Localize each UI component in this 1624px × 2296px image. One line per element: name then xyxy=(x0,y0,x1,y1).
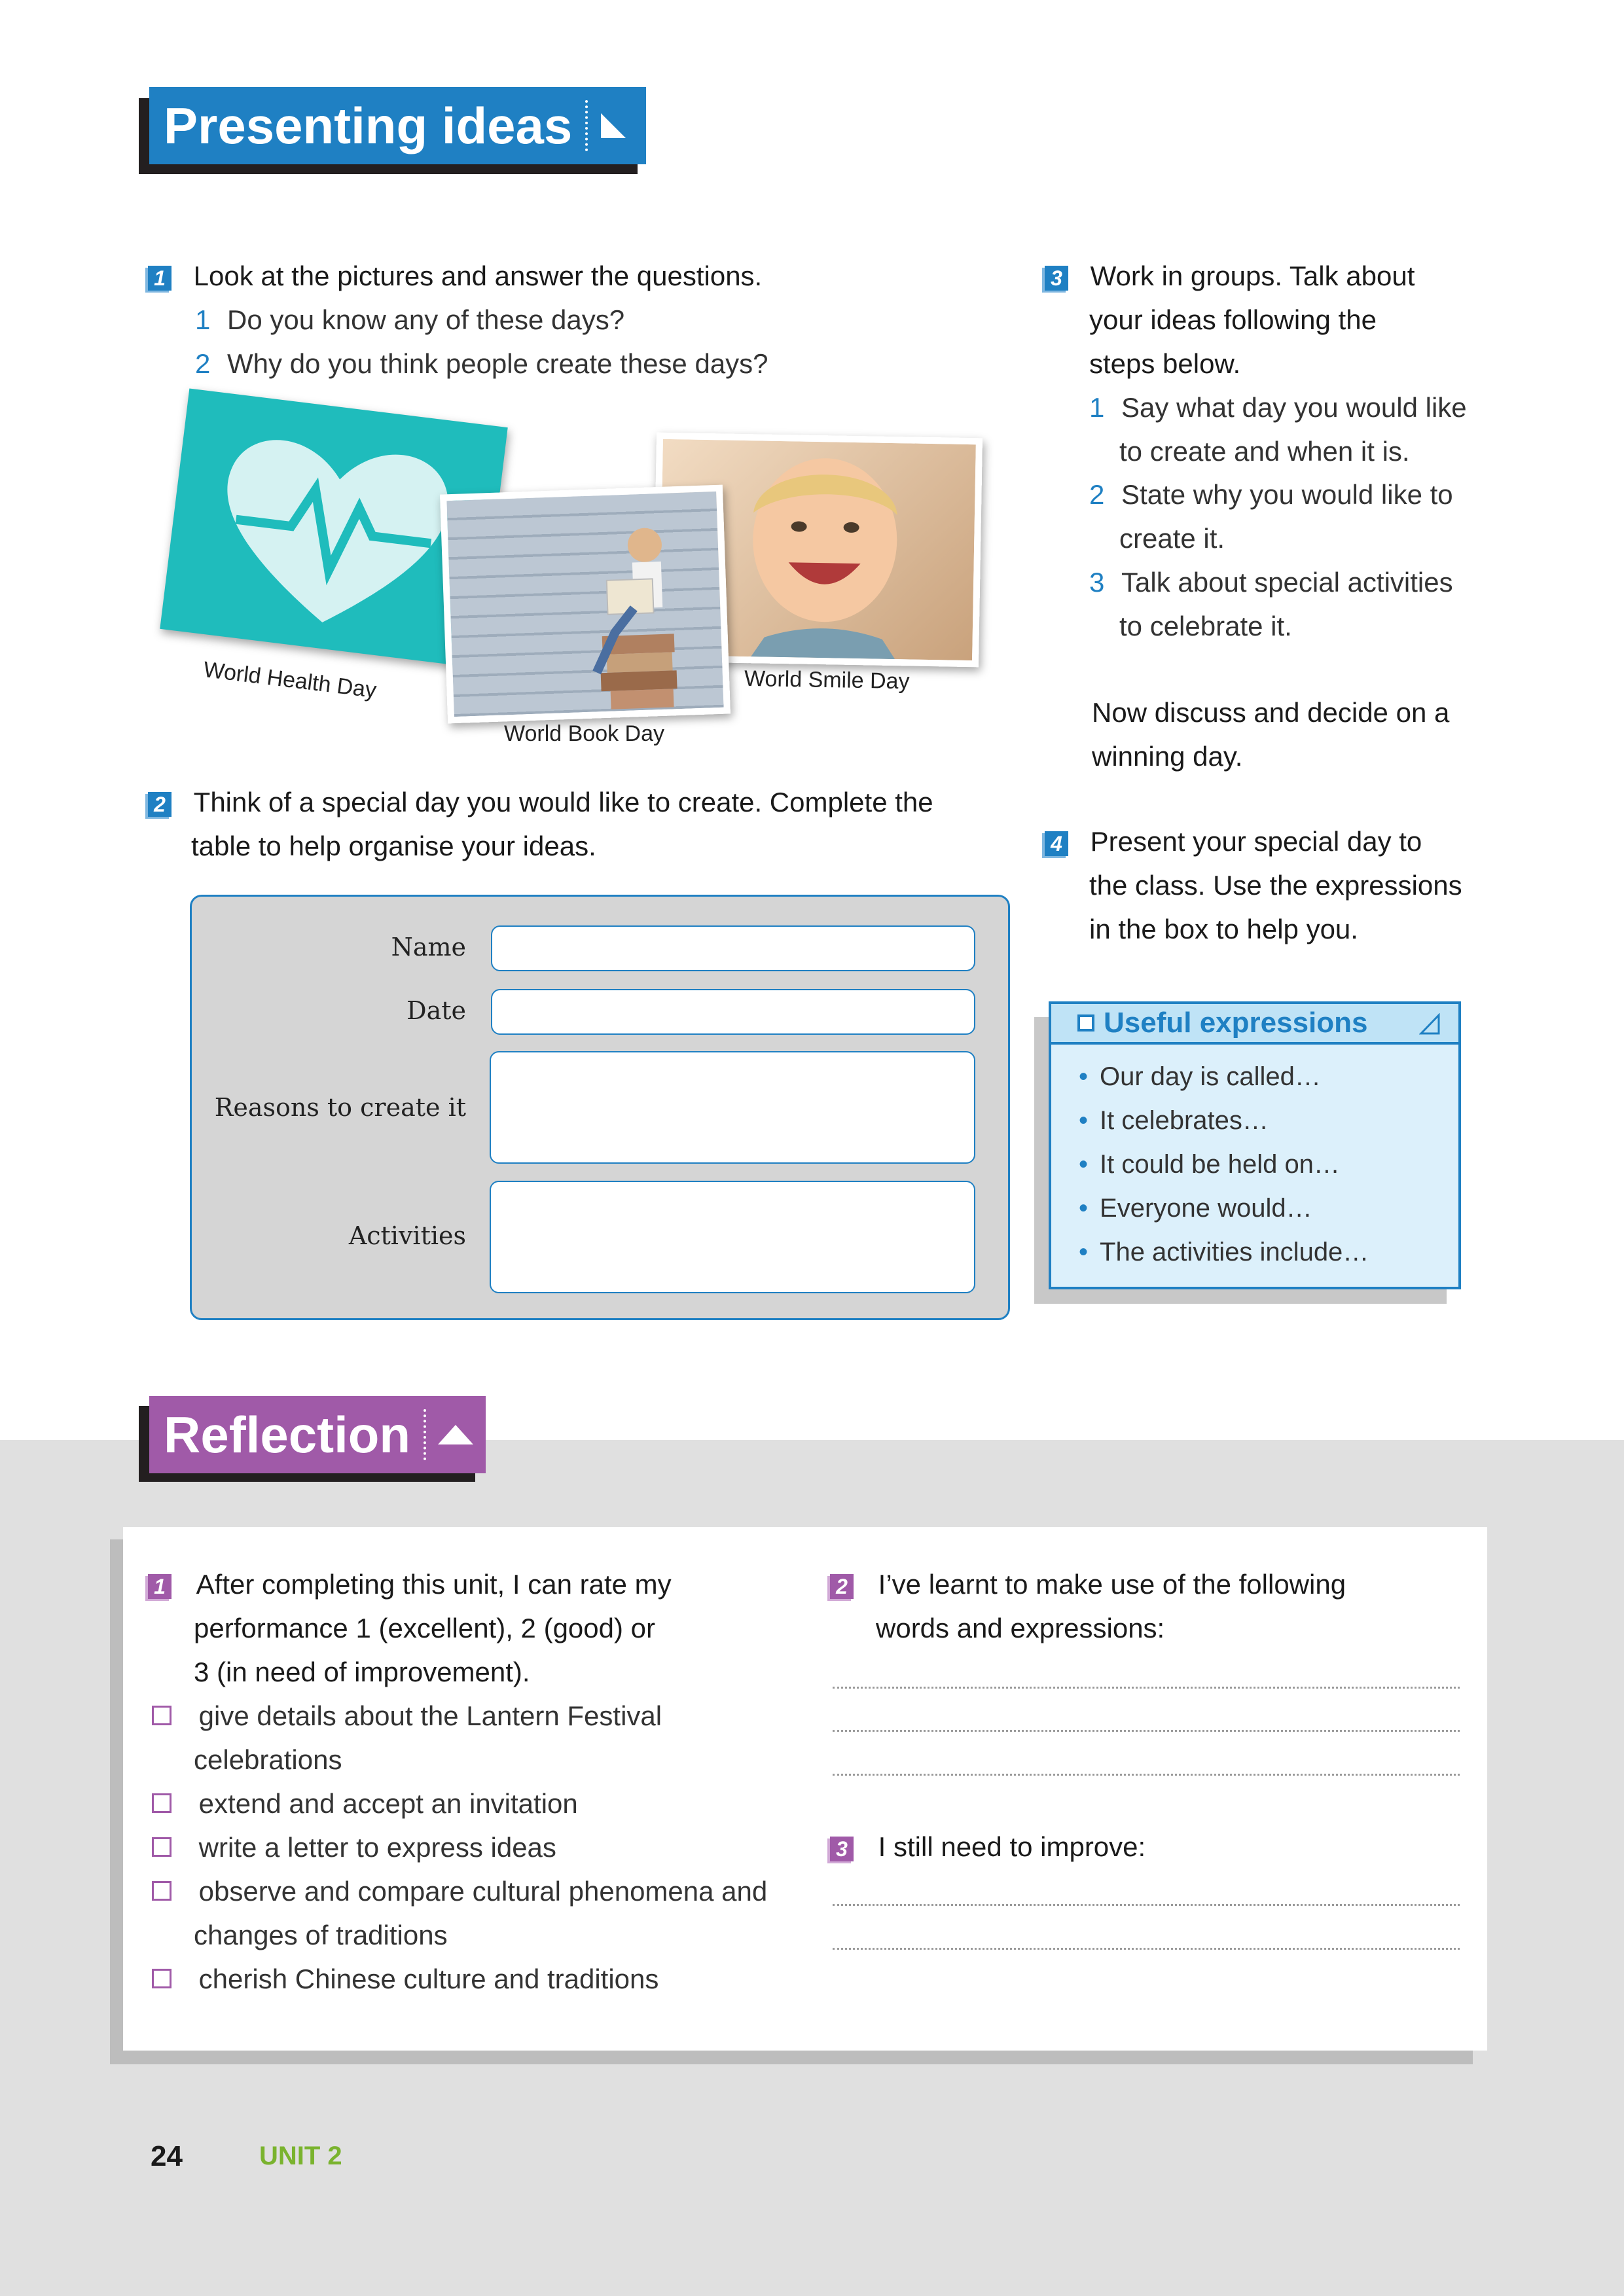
checkbox[interactable] xyxy=(152,1706,171,1725)
page-number: 24 xyxy=(151,2140,183,2172)
expression-item: • Our day is called… xyxy=(1079,1062,1321,1091)
caption-world-health-day: World Health Day xyxy=(202,656,378,704)
writing-line[interactable] xyxy=(833,1904,1460,1906)
checkbox[interactable] xyxy=(152,1837,171,1857)
unit-label: UNIT 2 xyxy=(259,2142,342,2170)
child-reading-books-icon xyxy=(446,492,723,717)
square-icon xyxy=(1077,1014,1094,1031)
reasons-field[interactable] xyxy=(490,1051,975,1164)
expression-item: • Everyone would… xyxy=(1079,1194,1312,1223)
checkbox[interactable] xyxy=(152,1969,171,1988)
writing-line[interactable] xyxy=(833,1774,1460,1776)
header-divider xyxy=(424,1409,426,1460)
step-1: 1 Say what day you would like xyxy=(1089,392,1467,423)
reflection-question-1: 1 After completing this unit, I can rate my xyxy=(148,1562,803,1606)
checkbox[interactable] xyxy=(152,1793,171,1813)
expression-item: • The activities include… xyxy=(1079,1238,1369,1266)
caption-world-smile-day: World Smile Day xyxy=(744,666,910,694)
section-title: Presenting ideas xyxy=(164,96,573,154)
date-field[interactable] xyxy=(491,989,975,1035)
question-4-line-3: in the box to help you. xyxy=(1089,914,1358,944)
corner-triangle-icon xyxy=(597,109,630,142)
reflection-question-2: 2 I’ve learnt to make use of the following xyxy=(830,1562,1458,1606)
section-header-reflection xyxy=(149,1396,486,1473)
question-4: 4 Present your special day to xyxy=(1045,819,1503,863)
section-header-presenting xyxy=(149,87,646,164)
reflection-question-1-line-3: 3 (in need of improvement). xyxy=(194,1657,530,1687)
step-2-line-2: create it. xyxy=(1119,523,1225,554)
reflection-question-3: 3 I still need to improve: xyxy=(830,1825,1458,1869)
useful-expressions-box xyxy=(1049,1001,1461,1289)
label-date: Date xyxy=(406,996,466,1025)
step-3: 3 Talk about special activities xyxy=(1089,567,1453,598)
question-text: Look at the pictures and answer the questions. xyxy=(193,260,763,291)
expression-item: • It could be held on… xyxy=(1079,1150,1340,1179)
question-number-badge: 2 xyxy=(830,1574,854,1599)
question-2: 2 Think of a special day you would like to create. Complete the xyxy=(148,780,1025,824)
question-3-line-3: steps below. xyxy=(1089,348,1241,379)
question-1 xyxy=(148,254,999,298)
step-2: 2 State why you would like to xyxy=(1089,479,1453,510)
world-book-day-picture xyxy=(440,485,731,724)
checklist-item: observe and compare cultural phenomena and xyxy=(152,1869,833,1913)
label-activities: Activities xyxy=(348,1221,466,1250)
useful-expressions-title: Useful expressions xyxy=(1104,1007,1368,1039)
activities-field[interactable] xyxy=(490,1181,975,1293)
checklist-item: extend and accept an invitation xyxy=(152,1782,833,1825)
checkbox[interactable] xyxy=(152,1881,171,1901)
checklist-item: write a letter to express ideas xyxy=(152,1825,833,1869)
writing-line[interactable] xyxy=(833,1687,1460,1689)
corner-triangle-icon xyxy=(1419,1013,1441,1035)
discuss-line-2: winning day. xyxy=(1092,741,1243,772)
step-3-line-2: to celebrate it. xyxy=(1119,611,1292,641)
question-1-item-1: 1 Do you know any of these days? xyxy=(195,304,625,335)
question-number-badge: 4 xyxy=(1045,831,1068,856)
checklist-item-line-2: changes of traditions xyxy=(194,1920,448,1950)
expression-item: • It celebrates… xyxy=(1079,1106,1269,1135)
writing-line[interactable] xyxy=(833,1948,1460,1950)
reflection-question-1-line-2: performance 1 (excellent), 2 (good) or xyxy=(194,1613,655,1643)
question-number-badge: 1 xyxy=(148,1574,171,1599)
up-triangle-icon xyxy=(435,1418,476,1451)
label-reasons: Reasons to create it xyxy=(214,1093,466,1122)
useful-expressions-header xyxy=(1051,1004,1458,1045)
question-3-line-2: your ideas following the xyxy=(1089,304,1377,335)
section-title: Reflection xyxy=(164,1405,411,1463)
checklist-item: give details about the Lantern Festival xyxy=(152,1694,833,1738)
question-number-badge: 1 xyxy=(148,266,171,291)
header-divider xyxy=(585,100,588,151)
question-3: 3 Work in groups. Talk about xyxy=(1045,254,1503,298)
reflection-question-2-line-2: words and expressions: xyxy=(876,1613,1165,1643)
question-1-item-2: 2 Why do you think people create these days? xyxy=(195,348,768,379)
question-number-badge: 3 xyxy=(1045,266,1068,291)
writing-line[interactable] xyxy=(833,1730,1460,1732)
step-1-line-2: to create and when it is. xyxy=(1119,436,1410,467)
question-number-badge: 3 xyxy=(830,1837,854,1861)
caption-world-book-day: World Book Day xyxy=(504,721,665,746)
question-2-line-2: table to help organise your ideas. xyxy=(191,831,596,861)
question-number-badge: 2 xyxy=(148,792,171,817)
label-name: Name xyxy=(391,933,466,961)
discuss-line-1: Now discuss and decide on a xyxy=(1092,697,1450,728)
checklist-item: cherish Chinese culture and traditions xyxy=(152,1957,833,2001)
checklist-item-line-2: celebrations xyxy=(194,1744,342,1775)
name-field[interactable] xyxy=(491,925,975,971)
question-4-line-2: the class. Use the expressions xyxy=(1089,870,1462,901)
